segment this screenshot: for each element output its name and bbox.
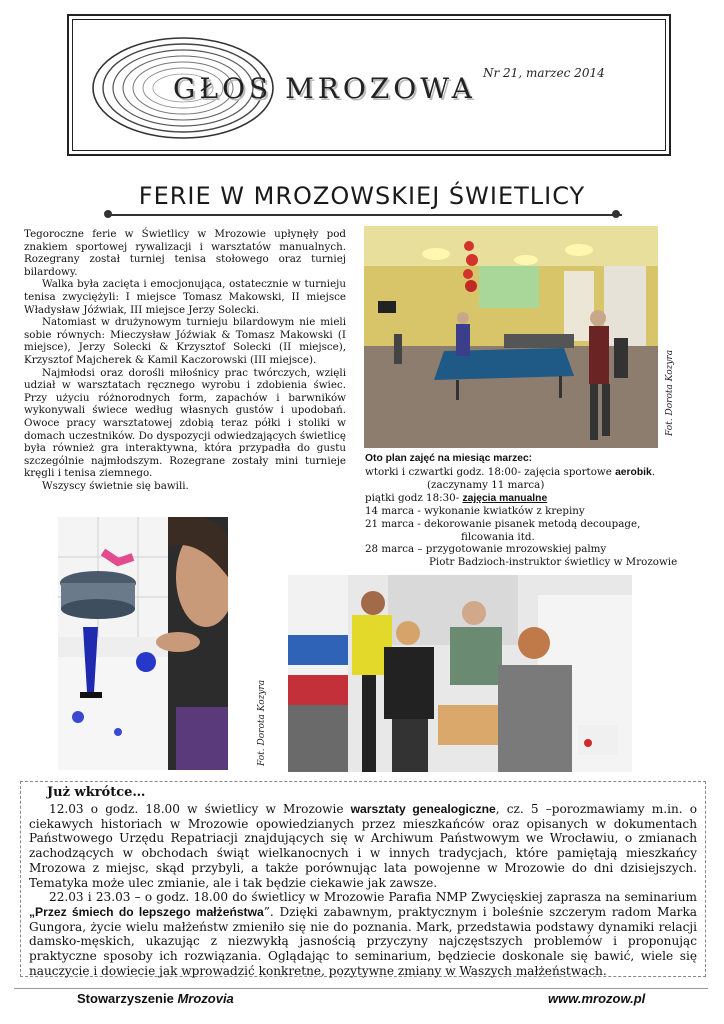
upcoming-paragraph [29,802,697,890]
upcoming-emphasis: warsztaty genealogiczne [350,802,496,816]
photo-workshop-group [288,575,632,772]
schedule-text: . [651,465,655,478]
upcoming-text: , cz. 5 –porozmawiamy m.in. o ciekawych historiach w Mrozowie opowiedzianych przez mieszkańców oraz opisanych w dokumentach Państwowego Urzędu Repatriacji znajdujących się w Archiwum Państwowym we Wrocławiu, o zmianach zachodzących w obchodach świąt wielkanocnych i w innych tradycjach, które pamiętają mieszkańcy Mrozowa z miejsc, skąd przybyli, a także porównując lata powojenne w Mrozowie do dni dzisiejszych. Tematyka może ulec zmianie, ale i tak będzie ciekawie jak zawsze. [29,802,698,890]
footer-website[interactable]: www.mrozow.pl [548,991,646,1006]
article-paragraph: Wszyscy świetnie się bawili. [42,479,189,492]
upcoming-emphasis: „Przez śmiech do lepszego małżeństwa [29,904,264,919]
article-paragraph: Tegoroczne ferie w Świetlicy w Mrozowie upłynęły pod znakiem sportowej rywalizacji i warsztatów manualnych. Rozegrany został turniej tenisa stołowego oraz turniej bilardowy. [24,228,346,278]
photo-credit: Fot. Dorota Kozyra [257,679,267,766]
schedule-line [365,466,705,480]
schedule-line [365,492,705,506]
footer-organization [77,991,234,1006]
article-paragraph: Natomiast w drużynowym turnieju bilardowym nie mieli sobie równych: Mieczysław Jóźwiak & Tomasz Makowski (I miejsce), Jerzy Solecki & Krzysztof Solecki (II miejsce), Krzysztof Majcherek & Kamil Kaczorowski (III miejsce). [24,316,346,366]
schedule-emphasis: aerobik [615,466,652,478]
article-headline: FERIE W MROZOWSKIEJ ŚWIETLICY [138,182,586,210]
article-paragraph: Najmłodsi oraz dorośli miłośnicy prac twórczych, wzięli udział w warsztatach ręcznego wyrobu i zdobienia świec. Przy użyciu różnorodnych form, zapachów i barwników wykonywali świece według własnych gustów i upodobań. Owoce pracy warsztatowej zdobią teraz półki i stoliki w domach uczestników. Do dyspozycji odwiedzających świetlicę była również gra interaktywna, która przypadła do gustu szczególnie najmłodszym. Rozegrane zostały mini turnieje kręgli i tenisa ziemnego. [24,366,346,480]
footer-rule [14,988,708,989]
schedule-heading [365,452,705,466]
article-body [24,228,346,492]
schedule-line: 28 marca – przygotowanie mrozowskiej palmy [365,543,607,556]
masthead-frame [72,19,666,151]
schedule-text: wtorki i czwartki godz. 18:00- zajęcia sportowe [365,465,616,478]
upcoming-paragraph [29,890,697,978]
schedule-line: 21 marca - dekorowanie pisanek metodą decoupage, [365,517,641,530]
schedule-text: piątki godz 18:30- [365,491,463,504]
schedule-line: 14 marca - wykonanie kwiatków z krepiny [365,505,585,518]
footer-organization-name: Mrozovia [177,991,234,1006]
photo-candle-making [58,517,228,770]
schedule-line: (zaczynamy 11 marca) [427,479,545,492]
upcoming-text: 22.03 i 23.03 – o godz. 18.00 do świetlicy w Mrozowie Parafia NMP Zwycięskiej zaprasza na seminarium [49,890,697,905]
headline-rule [108,214,622,216]
upcoming-events-box [20,781,706,977]
schedule-line: filcowania itd. [461,530,535,543]
upcoming-body [29,802,697,978]
rule-dot-left [104,210,112,218]
schedule-heading-text: Oto plan zajęć na miesiąc marzec: [365,453,533,464]
upcoming-text: 12.03 o godz. 18.00 w świetlicy w Mrozowie [49,802,351,816]
footer-organization-prefix: Stowarzyszenie [77,991,178,1006]
issue-number: Nr 21, marzec 2014 [483,66,605,80]
activity-schedule [365,452,705,568]
upcoming-text: ”. Dzięki zabawnym, praktycznym i boleśnie szczerym radom Marka Gungora, życie wielu małżeństw zmieniło się nie do poznania. Mark, przedstawia podstawy dynamiki relacji damsko-męskich, ukazując z niezwykłą jasnością przyczyny najczęstszych problemów i proponując praktyczne sposoby ich rozwiązania. Oglądając to seminarium, będziecie doskonale się bawić, wiele się nauczycie i dowiecie jak wprowadzić konkretne, pozytywne zmiany w Waszych małżeństwach. [29,904,697,978]
schedule-signature: Piotr Badzioch-instruktor świetlicy w Mrozowie [429,555,678,568]
masthead-title: GŁOS MROZOWA [173,72,476,105]
photo-table-tennis [364,226,658,448]
photo-credit: Fot. Dorota Kozyra [665,349,675,436]
upcoming-title: Już wkrótce… [47,785,146,800]
article-paragraph: Walka była zacięta i emocjonująca, ostatecznie w turnieju tenisa zwyciężyli: I miejsce Tomasz Makowski, II miejsce Władysław Jóźwiak, III miejsce Jerzy Solecki. [24,278,346,316]
rule-dot-right [612,210,620,218]
masthead [67,14,671,156]
schedule-emphasis: zajęcia manualne [462,492,548,504]
